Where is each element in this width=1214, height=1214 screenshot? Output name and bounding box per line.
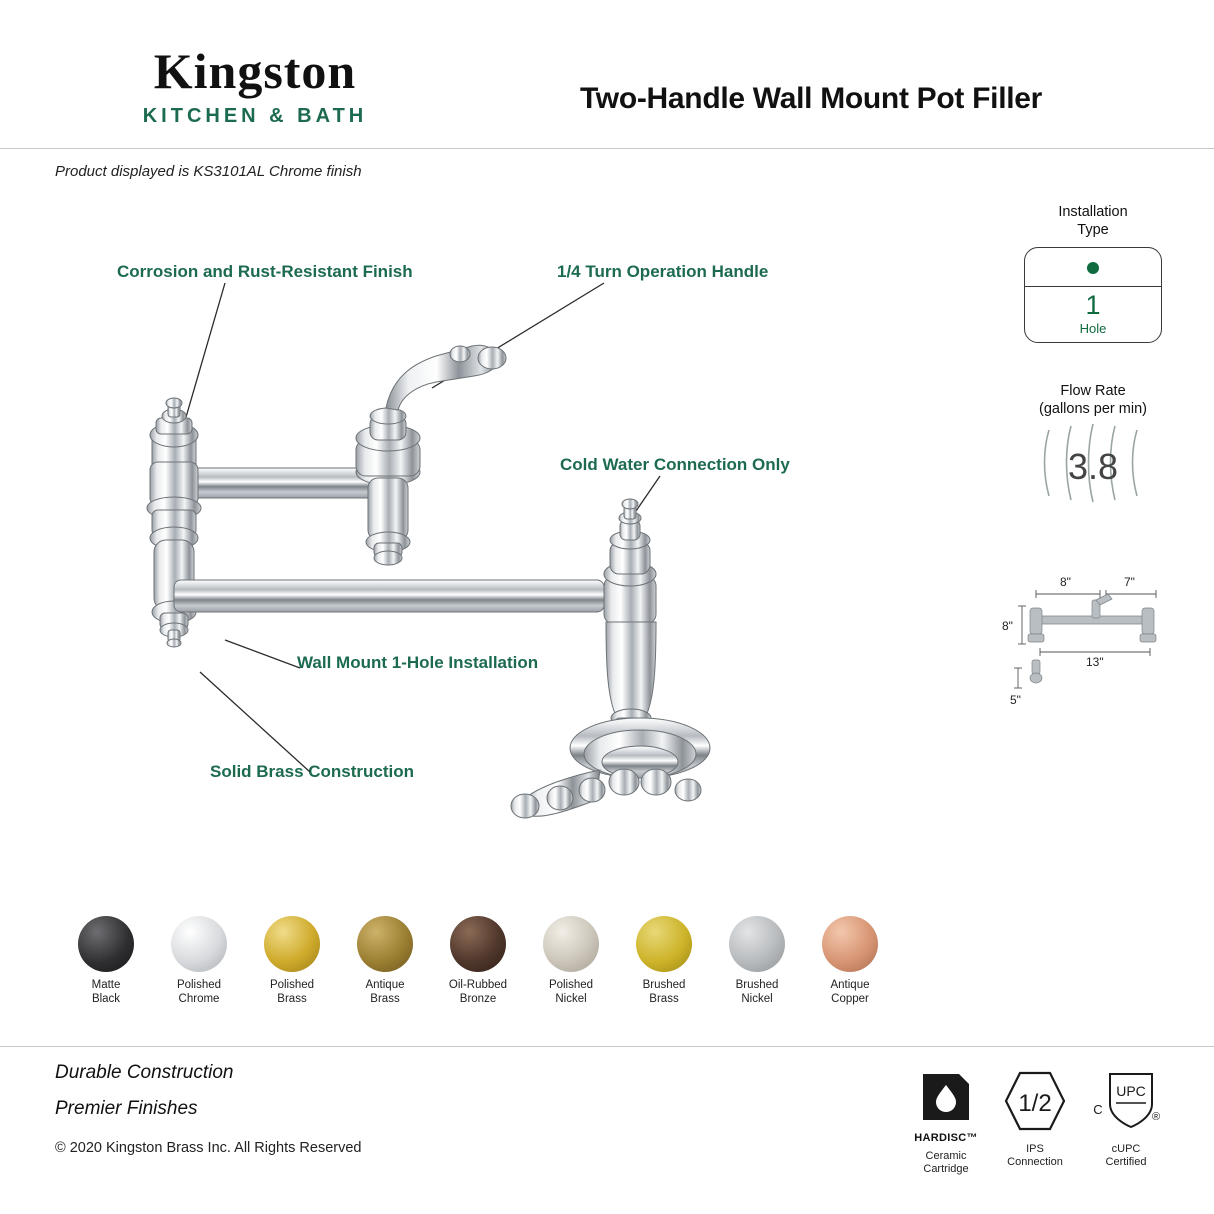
installation-hole-diagram bbox=[1024, 247, 1162, 343]
brand-logo bbox=[55, 44, 455, 128]
swatch-dot bbox=[822, 916, 878, 972]
finish-swatch-matte-black[interactable] bbox=[60, 916, 152, 1006]
upc-shield-icon bbox=[1090, 1070, 1162, 1132]
dim-bottom: 5" bbox=[1010, 693, 1021, 707]
callout-corrosion-finish: Corrosion and Rust-Resistant Finish bbox=[117, 262, 413, 281]
dim-left: 8" bbox=[1002, 619, 1013, 633]
finish-swatch-polished-nickel[interactable] bbox=[525, 916, 617, 1006]
finish-name-line1: Polished bbox=[176, 979, 222, 991]
callout-quarter-turn-handle: 1/4 Turn Operation Handle bbox=[557, 262, 769, 281]
brand-tagline: KITCHEN & BATH bbox=[142, 105, 368, 127]
pot-filler-product-image bbox=[100, 330, 840, 850]
header-divider bbox=[0, 148, 1214, 149]
callout-wall-mount-installation: Wall Mount 1-Hole Installation bbox=[297, 653, 539, 672]
finish-name-line1: Brushed bbox=[735, 979, 779, 991]
mounting-hole-dot bbox=[1087, 262, 1099, 274]
cert-caption-line1: Ceramic bbox=[925, 1150, 967, 1162]
finish-name-line1: Polished bbox=[548, 979, 594, 991]
finish-swatch-brushed-brass[interactable] bbox=[618, 916, 710, 1006]
installation-type-title-line2: Type bbox=[1077, 222, 1109, 238]
ips-hex-icon bbox=[1003, 1070, 1067, 1132]
displayed-product-note: Product displayed is KS3101AL Chrome finish bbox=[55, 163, 362, 180]
footer-tagline-2: Premier Finishes bbox=[55, 1098, 198, 1119]
cert-cupc bbox=[1078, 1070, 1174, 1169]
dim-top-left: 8" bbox=[1060, 575, 1071, 589]
finish-name-line2: Black bbox=[91, 992, 121, 1005]
cert-caption-line2: Connection bbox=[1007, 1156, 1063, 1168]
finish-name-line1: Brushed bbox=[642, 979, 686, 991]
flow-rate-value: 3.8 bbox=[1067, 446, 1119, 487]
callout-solid-brass-construction: Solid Brass Construction bbox=[210, 762, 415, 781]
svg-text:UPC: UPC bbox=[1116, 1083, 1146, 1099]
footer-tagline-1: Durable Construction bbox=[55, 1062, 234, 1083]
swatch-dot bbox=[450, 916, 506, 972]
hole-count: 1 bbox=[1085, 290, 1101, 320]
flow-rate-title-line1: Flow Rate bbox=[1060, 383, 1126, 399]
brand-name: Kingston bbox=[153, 43, 357, 99]
copyright-text: © 2020 Kingston Brass Inc. All Rights Reserved bbox=[55, 1140, 362, 1156]
svg-text:1/2: 1/2 bbox=[1018, 1090, 1052, 1117]
flow-rate-title-line2: (gallons per min) bbox=[1039, 401, 1147, 417]
hole-unit-label: Hole bbox=[1079, 321, 1107, 336]
swatch-dot bbox=[543, 916, 599, 972]
swatch-dot bbox=[78, 916, 134, 972]
swatch-dot bbox=[636, 916, 692, 972]
hole-diagram-divider bbox=[1025, 286, 1161, 287]
footer-divider bbox=[0, 1046, 1214, 1047]
finish-name-line1: Polished bbox=[269, 979, 315, 991]
finish-swatch-antique-brass[interactable] bbox=[339, 916, 431, 1006]
finish-name-line1: Matte bbox=[91, 979, 121, 991]
finish-name-line2: Nickel bbox=[555, 992, 587, 1005]
swatch-dot bbox=[357, 916, 413, 972]
finish-name-line2: Brass bbox=[277, 992, 307, 1005]
svg-text:C: C bbox=[1093, 1102, 1103, 1117]
finish-swatch-polished-brass[interactable] bbox=[246, 916, 338, 1006]
swatch-dot bbox=[729, 916, 785, 972]
cert-hardisc bbox=[898, 1070, 994, 1176]
flow-rate-panel bbox=[1013, 382, 1173, 512]
cert-caption-line2: Cartridge bbox=[923, 1163, 969, 1175]
svg-text:®: ® bbox=[1151, 1111, 1161, 1123]
page-title: Two-Handle Wall Mount Pot Filler bbox=[580, 82, 1043, 115]
hardisc-icon bbox=[919, 1070, 973, 1124]
swatch-dot bbox=[264, 916, 320, 972]
finish-name-line2: Copper bbox=[831, 992, 869, 1005]
cert-caption-line2: Certified bbox=[1105, 1156, 1147, 1168]
callout-cold-water-connection: Cold Water Connection Only bbox=[560, 455, 790, 474]
cert-ips-connection bbox=[1000, 1070, 1070, 1169]
dimension-diagram bbox=[1000, 560, 1190, 710]
finish-name-line2: Bronze bbox=[459, 992, 497, 1005]
finish-swatch-brushed-nickel[interactable] bbox=[711, 916, 803, 1006]
page-header bbox=[0, 0, 1214, 148]
dim-top-right: 7" bbox=[1124, 575, 1135, 589]
finish-name-line2: Brass bbox=[649, 992, 679, 1005]
finish-name-line1: Oil-Rubbed bbox=[448, 979, 508, 991]
installation-type-panel bbox=[1023, 203, 1163, 343]
installation-type-title-line1: Installation bbox=[1058, 204, 1128, 220]
finish-name-line2: Brass bbox=[370, 992, 400, 1005]
finish-swatch-antique-copper[interactable] bbox=[804, 916, 896, 1006]
finish-name-line2: Chrome bbox=[178, 992, 220, 1005]
hardisc-wordmark: HARDISC™ bbox=[914, 1132, 978, 1144]
finish-swatch-row bbox=[60, 916, 900, 1026]
cert-caption-line1: cUPC bbox=[1111, 1143, 1141, 1155]
swatch-dot bbox=[171, 916, 227, 972]
finish-name-line1: Antique bbox=[830, 979, 870, 991]
finish-swatch-polished-chrome[interactable] bbox=[153, 916, 245, 1006]
finish-swatch-oil-rubbed-bronze[interactable] bbox=[432, 916, 524, 1006]
finish-name-line2: Nickel bbox=[741, 992, 773, 1005]
cert-caption-line1: IPS bbox=[1026, 1143, 1044, 1155]
dim-center: 13" bbox=[1086, 655, 1104, 669]
finish-name-line1: Antique bbox=[365, 979, 405, 991]
